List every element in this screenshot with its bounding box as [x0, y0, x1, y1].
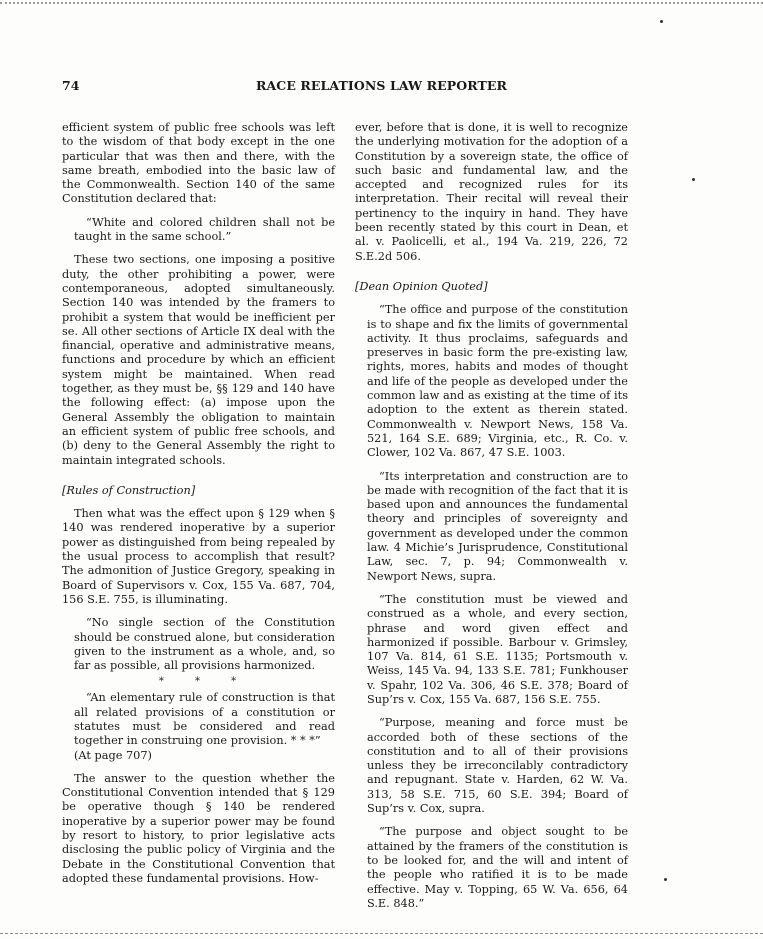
- paragraph: ever, before that is done, it is well to recognize the underlying motivation for the adoption of a Constitution by a sovereign state, the office of such basic and fundamental law, and the accepted and recognized rules for its interpretation. Their recital will reveal their pertinency to the inquiry in hand. They have been recently stated by this court in Dean, et al. v. Paolicelli, et al., 194 Va. 219, 226, 72 S.E.2d 506.: [355, 121, 628, 263]
- scan-speck: [660, 20, 663, 23]
- paragraph: efficient system of public free schools was left to the wisdom of that body except in the one particular that was then and there, with the same breath, embodied into the basic law of the Commonwealth. Section 140 of the same Constitution declared that:: [62, 121, 335, 206]
- paragraph: The answer to the question whether the Constitutional Convention intended that § 129 be operative though § 140 be rendered inoperative by a superior power may be found by resort to history, to prior legislative acts disclosing the public policy of Virginia and the Debate in the Constitutional Convention that adopted these fundamental provisions. How-: [62, 771, 335, 885]
- quote-text: “The purpose and object sought to be attained by the framers of the constitution is to be looked for, and the will and intent of the people who ratified it is to be made effective. May v. Topping, 65 W. Va. 656, 64 S.E. 848.”: [367, 825, 628, 910]
- page-number: 74: [62, 78, 80, 93]
- block-quote: [74, 216, 335, 245]
- block-quote: [367, 303, 628, 911]
- quote-text: “The constitution must be viewed and construed as a whole, and every section, phrase and word given effect and harmonized if possible. Barbour v. Grimsley, 107 Va. 814, 61 S.E. 1135; Portsmouth v. Weiss, 145 Va. 94, 133 S.E. 781; Funkhouser v. Spahr, 102 Va. 306, 46 S.E. 378; Board of Sup’rs v. Cox, 155 Va. 687, 156 S.E. 755.: [367, 592, 628, 706]
- scan-speck: [664, 878, 667, 881]
- running-head: RACE RELATIONS LAW REPORTER: [255, 78, 508, 93]
- right-column: [355, 121, 628, 911]
- section-heading: [Rules of Construction]: [62, 483, 196, 497]
- quote-text: “An elementary rule of construction is that all related provisions of a constitution or statutes must be considered and read together in construing one provision. * * *”: [74, 691, 335, 748]
- paragraph: These two sections, one imposing a positive duty, the other prohibiting a power, were contemporaneous, adopted simultaneously. Section 140 was intended by the framers to prohibit a system that would be inefficient per se. All other sections of Article IX deal with the financial, operative and administrative means, functions and procedure by which an efficient system might be maintained. When read together, as they must be, §§ 129 and 140 have the following effect: (a) impose upon the General Assembly the obligation to maintain an efficient system of public free schools, and (b) deny to the General Assembly the right to maintain integrated schools.: [62, 253, 335, 467]
- left-column: [62, 121, 335, 886]
- section-heading: [Dean Opinion Quoted]: [355, 279, 488, 293]
- ellipsis-asterisks: * * *: [158, 676, 251, 688]
- top-scan-border: [0, 2, 763, 4]
- paragraph: Then what was the effect upon § 129 when § 140 was rendered inoperative by a superior power as distinguished from being repealed by the usual process to accomplish that result? The admonition of Justice Gregory, speaking in Board of Supervisors v. Cox, 155 Va. 687, 704, 156 S.E. 755, is illuminating.: [62, 507, 335, 606]
- quote-text: “Its interpretation and construction are to be made with recognition of the fact that it is based upon and announces the fundamental theory and principles of sovereignty and government as developed under the common law. 4 Michie’s Jurisprudence, Constitutional Law, sec. 7, p. 94; Commonwealth v. Newport News, supra.: [367, 469, 628, 583]
- quote-text: “The office and purpose of the constitution is to shape and fix the limits of governmental activity. It thus proclaims, safeguards and preserves in basic form the pre-existing law, rights, mores, habits and modes of thought and life of the people as developed under the common law and as existing at the time of its adoption to the extent as therein stated. Commonwealth v. Newport News, 158 Va. 521, 164 S.E. 689; Virginia, etc., R. Co. v. Clower, 102 Va. 867, 47 S.E. 1003.: [367, 303, 628, 460]
- scan-speck: [692, 178, 695, 181]
- quote-citation: (At page 707): [74, 748, 152, 762]
- quote-text: “No single section of the Constitution should be construed alone, but consideration given to the instrument as a whole, and, so far as possible, all provisions harmonized.: [74, 616, 335, 673]
- quote-text: “Purpose, meaning and force must be accorded both of these sections of the constitution and to all of their provisions unless they be irreconcilably contradictory and repugnant. State v. Harden, 62 W. Va. 313, 58 S.E. 715, 60 S.E. 394; Board of Sup’rs v. Cox, supra.: [367, 716, 628, 816]
- quote-text: “White and colored children shall not be taught in the same school.”: [74, 215, 335, 244]
- bottom-scan-border: [0, 933, 763, 934]
- block-quote: [74, 616, 335, 763]
